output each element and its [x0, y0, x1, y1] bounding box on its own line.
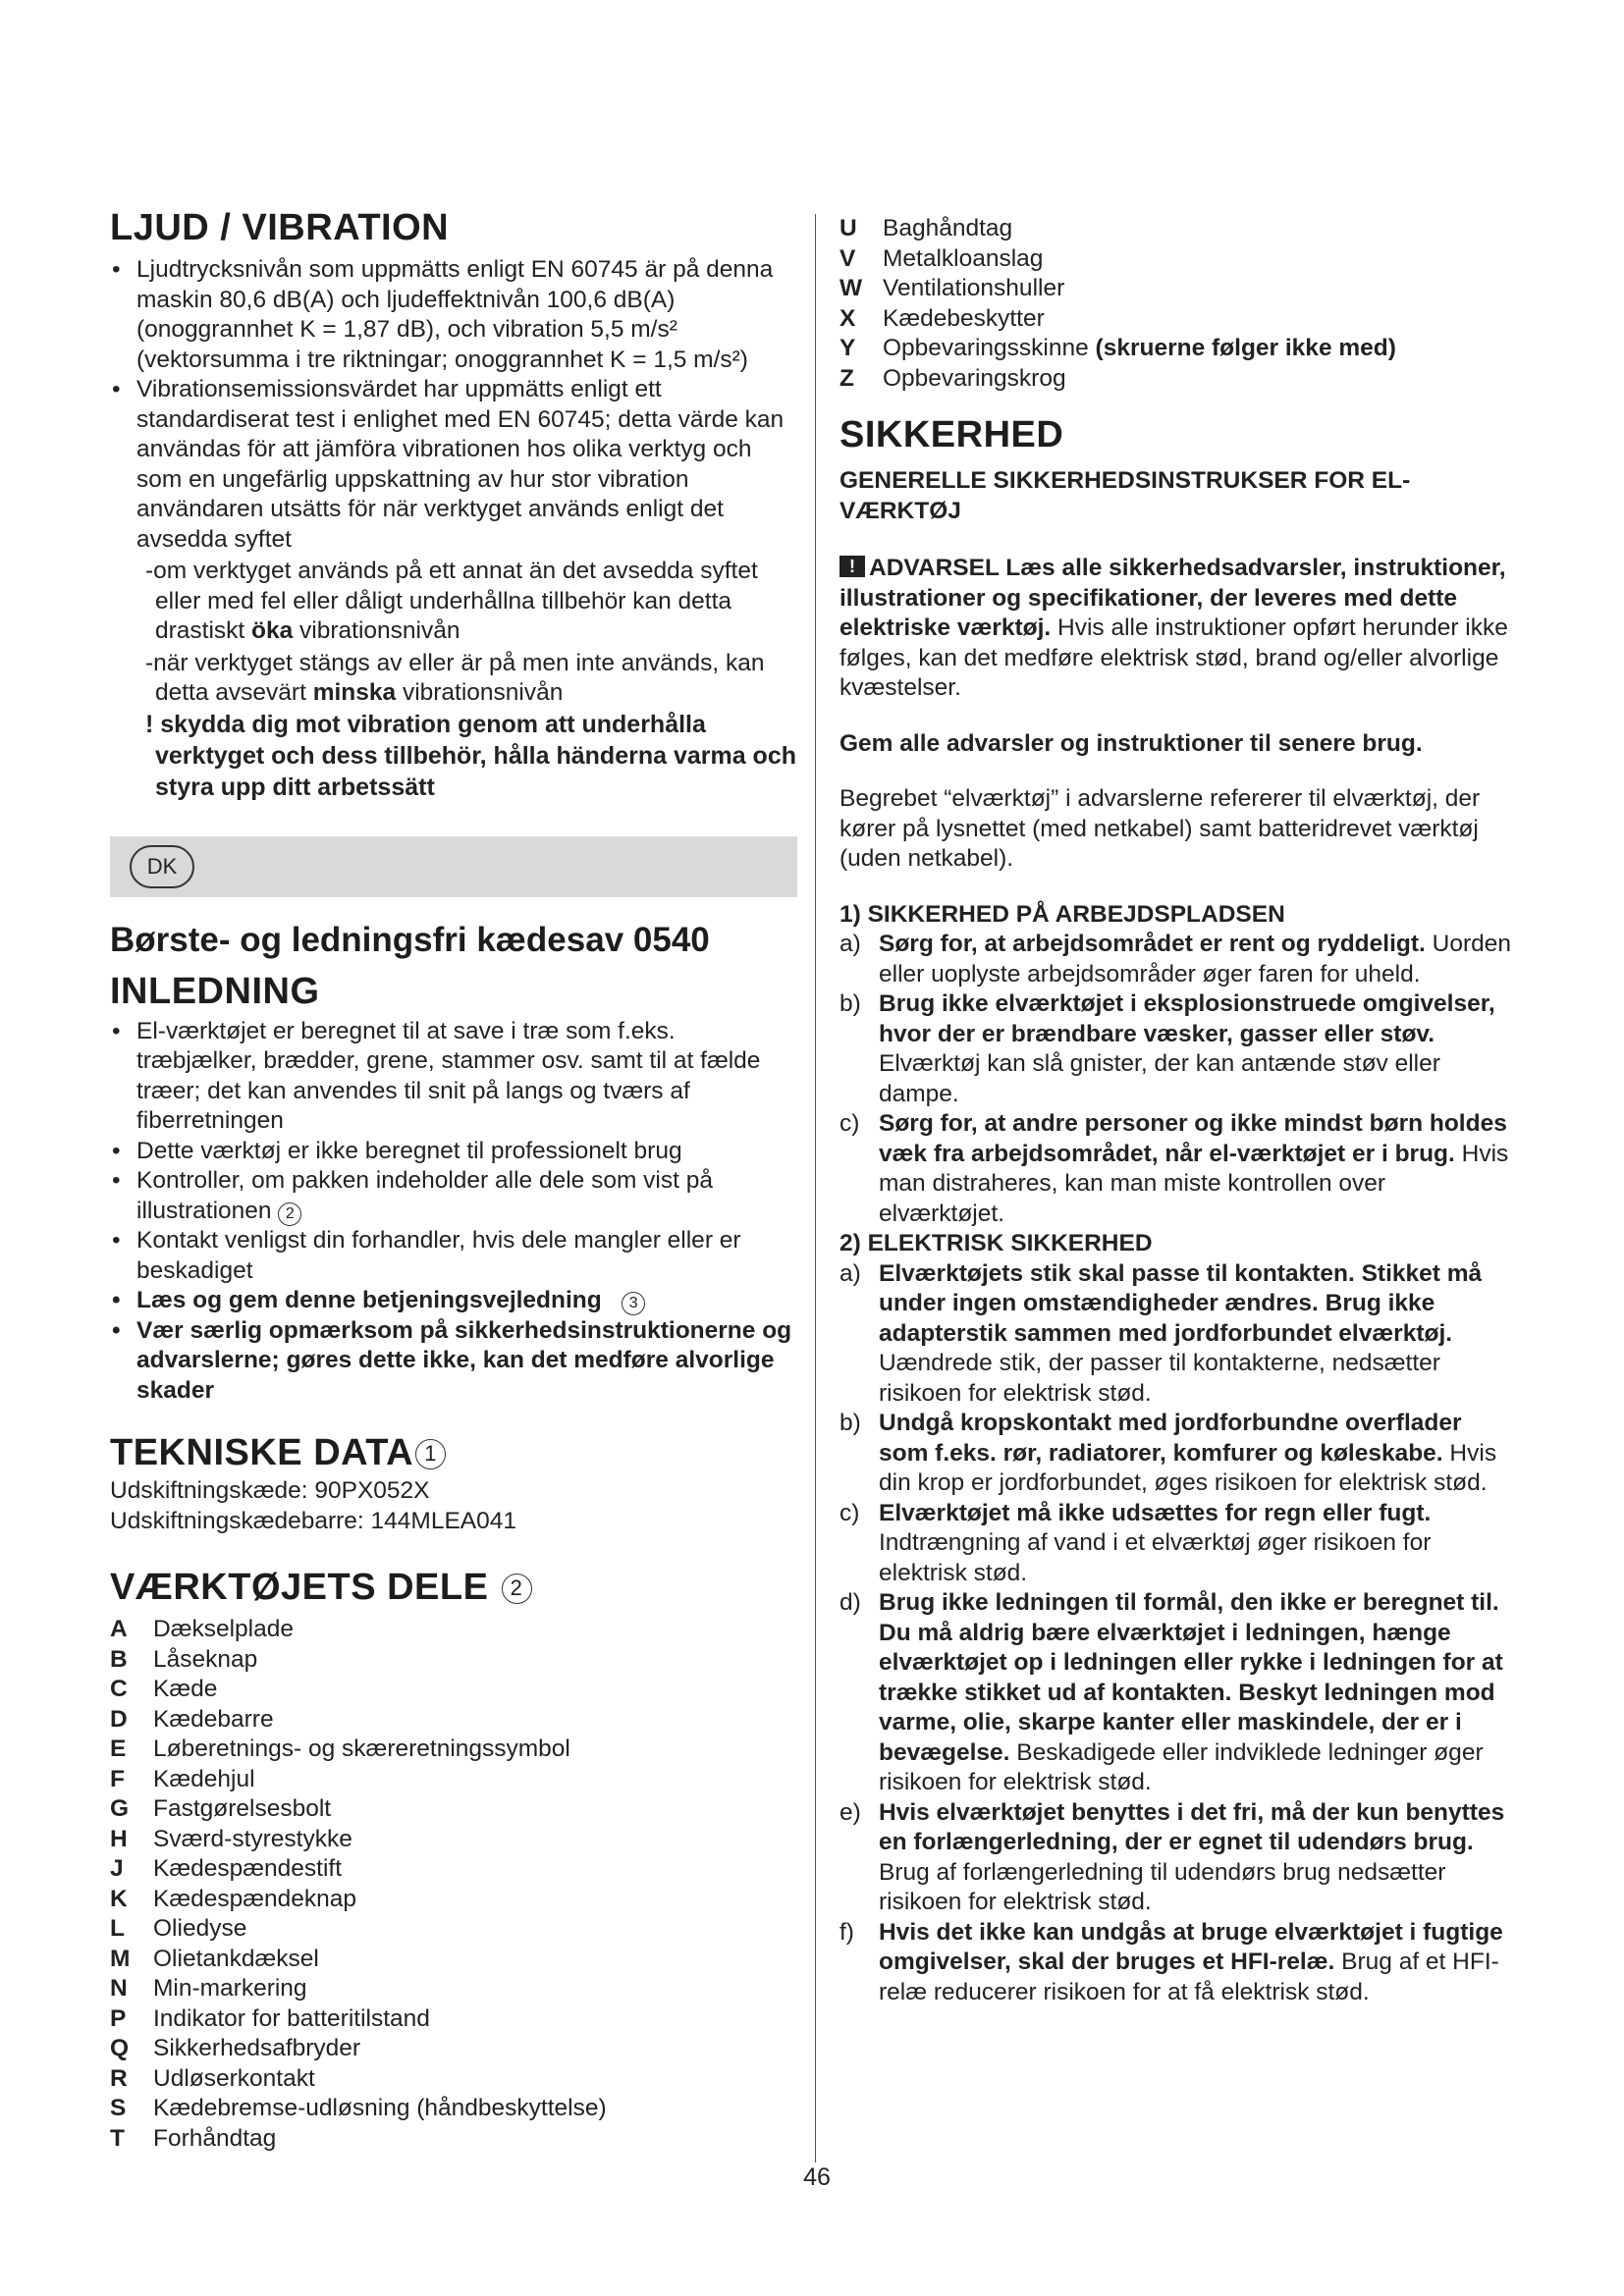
- part-letter: B: [110, 1645, 128, 1673]
- part-letter: P: [110, 2004, 127, 2032]
- language-badge-dk: DK: [130, 845, 194, 888]
- safety-item-label: a): [839, 1259, 861, 1287]
- part-letter: Y: [839, 335, 856, 361]
- safety-item: [839, 1588, 1517, 1798]
- part-letter: C: [110, 1676, 128, 1702]
- ljud-sub-2: [110, 649, 797, 709]
- ljud-warning: ! skydda dig mot vibration genom att underhålla verktyget och dess tillbehör, hålla händerna varma och styra upp ditt arbetssätt: [145, 710, 797, 801]
- illustration-ref-1: 1: [415, 1439, 446, 1469]
- part-letter: D: [110, 1705, 128, 1733]
- part-z-row: [839, 364, 1517, 395]
- part-label: Kæde: [153, 1676, 218, 1702]
- generelle-heading: GENERELLE SIKKERHEDSINSTRUKSER FOR EL-VÆRKTØJ: [839, 467, 1411, 524]
- part-label: Ventilationshuller: [883, 275, 1065, 301]
- illustration-ref-2-heading: 2: [502, 1574, 532, 1604]
- illustration-ref-2: 2: [278, 1202, 301, 1226]
- part-label: Baghåndtag: [883, 215, 1013, 241]
- vaerktoejets-dele-title: VÆRKTØJETS DELE: [110, 1567, 489, 1608]
- safety-item-rule: Brug ikke ledningen til formål, den ikke er beregnet til. Du må aldrig bære elværktøjet i ledningen, hænge elværktøjet op i ledningen eller rykke i ledningen for at trække stikket ud af kontakten. Beskyt ledningen mod varme, olie, skarpe kanter eller maskindele, der er i bevægelse.: [879, 1589, 1503, 1766]
- safety-item-explanation: Beskadigede eller indviklede ledninger øger risikoen for elektrisk stød.: [879, 1738, 1484, 1795]
- safety-item: [839, 1499, 1517, 1589]
- safety-item-explanation: Hvis din krop er jordforbundet, øges risikoen for elektrisk stød.: [879, 1439, 1497, 1496]
- language-bar: [110, 836, 797, 897]
- advarsel-text: Hvis alle instruktioner opført herunder ikke følges, kan det medføre elektrisk stød, brand og/eller alvorlige kvæstelser.: [839, 614, 1508, 701]
- replacement-bar: Udskiftningskædebarre: 144MLEA041: [110, 1507, 517, 1534]
- part-label: Kædebremse-udløsning (håndbeskyttelse): [153, 2095, 607, 2121]
- safety-item: [839, 930, 1517, 989]
- section-1-heading: 1) SIKKERHED PÅ ARBEJDSPLADSEN: [839, 900, 1285, 928]
- part-letter: L: [110, 1915, 125, 1942]
- inledning-bullet-2: • Dette værktøj er ikke beregnet til professionelt brug: [110, 1137, 797, 1167]
- section-1-list: [839, 930, 1517, 1229]
- safety-item-explanation: Elværktøj kan slå gnister, der kan antænde støv eller dampe.: [879, 1050, 1440, 1107]
- part-label: Dækselplade: [153, 1616, 294, 1642]
- illustration-ref-3: 3: [622, 1292, 645, 1315]
- safety-item: [839, 989, 1517, 1109]
- part-label: Sikkerhedsafbryder: [153, 2035, 361, 2061]
- safety-item-rule: Hvis elværktøjet benyttes i det fri, må der kun benyttes en forlængerledning, der er egnet til udendørs brug.: [879, 1798, 1505, 1855]
- ljud-sub-2-bold: minska: [312, 679, 397, 706]
- inledning-bullet-3: [110, 1166, 797, 1226]
- part-label: Løberetnings- og skæreretningssymbol: [153, 1735, 570, 1762]
- part-label: Metalkloanslag: [883, 244, 1044, 272]
- part-letter: A: [110, 1616, 128, 1642]
- part-label: Låseknap: [153, 1645, 258, 1673]
- safety-item-rule: Elværktøjet må ikke udsættes for regn eller fugt.: [879, 1499, 1432, 1526]
- part-letter: R: [110, 2064, 128, 2092]
- part-label: Forhåndtag: [153, 2124, 277, 2152]
- part-label: Opbevaringskrog: [883, 364, 1066, 392]
- warning-icon: [839, 556, 865, 577]
- safety-item: [839, 1259, 1517, 1410]
- safety-item-explanation: Brug af forlængerledning til udendørs brug nedsætter risikoen for elektrisk stød.: [879, 1858, 1446, 1915]
- safety-item-rule: Sørg for, at andre personer og ikke mindst børn holdes væk fra arbejdsområdet, når el-værktøjet er i brug.: [879, 1110, 1507, 1167]
- ljud-sub-1-text: -om verktyget används på ett annat än det avsedda syftet eller med fel eller dåligt underhållna tillbehör kan detta drastiskt: [145, 558, 758, 644]
- part-y-note: (skruerne følger ikke med): [1095, 335, 1396, 361]
- ljud-bullet-2: • Vibrationsemissionsvärdet har uppmätts enligt ett standardiserat test i enlighet med EN 60745; detta värde kan användas för att jämföra vibrationen hos olika verktyg och som en ungefärlig uppskattning av hur stor vibration användaren utsätts för när verktyget används enligt det avsedda syftet: [110, 375, 797, 555]
- safety-item-rule: Sørg for, at arbejdsområdet er rent og ryddeligt.: [879, 931, 1426, 957]
- safety-item-label: f): [839, 1918, 854, 1946]
- column-divider: [815, 214, 816, 2163]
- advarsel-paragraph: [839, 554, 1517, 704]
- part-y-text: Opbevaringsskinne: [883, 335, 1096, 361]
- part-label: Kædespændestift: [153, 1855, 343, 1882]
- begrebet-paragraph: Begrebet “elværktøj” i advarslerne refererer til elværktøj, der kører på lysnettet (med netkabel) samt batteridrevet værktøj (uden netkabel).: [839, 785, 1481, 872]
- part-letter: E: [110, 1735, 127, 1762]
- sikkerhed-heading: SIKKERHED: [839, 414, 1064, 455]
- tekniske-data-heading: [110, 1431, 797, 1474]
- safety-item: [839, 1409, 1517, 1499]
- safety-item-explanation: Indtrængning af vand i et elværktøj øger risikoen for elektrisk stød.: [879, 1529, 1432, 1586]
- safety-item-label: c): [839, 1110, 860, 1137]
- safety-item-label: c): [839, 1499, 860, 1526]
- page-number: 46: [803, 2163, 831, 2191]
- safety-item-explanation: Uorden eller uoplyste arbejdsområder øger faren for uheld.: [879, 931, 1511, 988]
- inledning-bullet-5-text: Læs og gem denne betjeningsvejledning: [136, 1287, 602, 1313]
- safety-item: [839, 1918, 1517, 2008]
- safety-item-label: a): [839, 931, 861, 957]
- safety-item-label: b): [839, 1410, 861, 1436]
- safety-item-explanation: Uændrede stik, der passer til kontakterne, nedsætter risikoen for elektrisk stød.: [879, 1350, 1440, 1407]
- ljud-vibration-heading: LJUD / VIBRATION: [110, 207, 450, 248]
- part-letter: Z: [839, 364, 854, 392]
- parts-list-continued: [839, 214, 1517, 334]
- part-label: Udløserkontakt: [153, 2064, 315, 2092]
- part-label: Kædespændeknap: [153, 1885, 357, 1912]
- ljud-sub-1-end: vibrationsnivån: [293, 617, 460, 644]
- part-y-row: [839, 334, 1517, 364]
- safety-item-explanation: Hvis man distraheres, kan man miste kontrollen over elværktøjet.: [879, 1140, 1509, 1227]
- section-2-heading: 2) ELEKTRISK SIKKERHED: [839, 1230, 1153, 1256]
- part-letter: Q: [110, 2035, 130, 2061]
- ljud-sub-2-end: vibrationsnivån: [396, 679, 564, 706]
- part-letter: J: [110, 1855, 124, 1882]
- part-letter: H: [110, 1825, 128, 1852]
- vaerktoejets-dele-heading: [110, 1566, 797, 1609]
- safety-item-rule: Brug ikke elværktøjet i eksplosionstruede omgivelser, hvor der er brændbare væsker, gasser eller støv.: [879, 990, 1495, 1047]
- tekniske-data-title: TEKNISKE DATA: [110, 1432, 414, 1473]
- ljud-sub-1: [110, 557, 797, 647]
- left-column: [110, 206, 797, 2154]
- safety-item: [839, 1798, 1517, 1918]
- replacement-chain: Udskiftningskæde: 90PX052X: [110, 1477, 430, 1504]
- gem-instruction: Gem alle advarsler og instruktioner til senere brug.: [839, 729, 1423, 757]
- inledning-bullet-1: • El-værktøjet er beregnet til at save i træ som f.eks. træbjælker, brædder, grene, stammer osv. samt til at fælde træer; det kan anvendes til snit på langs og tværs af fiberretningen: [110, 1017, 797, 1137]
- part-letter: U: [839, 215, 857, 241]
- part-letter: T: [110, 2124, 125, 2152]
- safety-item-label: b): [839, 990, 861, 1017]
- inledning-bullet-4: • Kontakt venligst din forhandler, hvis dele mangler eller er beskadiget: [110, 1226, 797, 1286]
- ljud-sub-1-bold: öka: [251, 617, 294, 644]
- inledning-bullet-3-text: Kontroller, om pakken indeholder alle dele som vist på illustrationen: [136, 1167, 713, 1224]
- safety-item-rule: Elværktøjets stik skal passe til kontakten. Stikket må under ingen omstændigheder ændres. Brug ikke adapterstik sammen med jordforbundet elværktøj.: [879, 1259, 1483, 1347]
- ljud-bullet-1: • Ljudtrycksnivån som uppmätts enligt EN 60745 är på denna maskin 80,6 dB(A) och ljudeffektnivån 100,6 dB(A) (onoggrannhet K = 1,87 dB), och vibration 5,5 m/s² (vektorsumma i tre riktningar; onoggrannhet K = 1,5 m/s²): [110, 255, 797, 375]
- part-letter: G: [110, 1795, 130, 1822]
- ljud-sub-2-text: -när verktyget stängs av eller är på men inte används, kan detta avsevärt: [145, 649, 765, 706]
- part-label: [883, 334, 1517, 364]
- part-label: Olietankdæksel: [153, 1945, 319, 1972]
- safety-item-rule: Hvis det ikke kan undgås at bruge elværktøjet i fugtige omgivelser, skal der bruges et HFI-relæ.: [879, 1918, 1503, 1975]
- part-label: Kædehjul: [153, 1765, 255, 1792]
- part-letter: S: [110, 2095, 127, 2121]
- part-label: Indikator for batteritilstand: [153, 2004, 430, 2032]
- part-label: Fastgørelsesbolt: [153, 1795, 332, 1822]
- part-letter: N: [110, 1975, 128, 2002]
- parts-list: [110, 1615, 797, 2154]
- safety-item-rule: Undgå kropskontakt med jordforbundne overflader som f.eks. rør, radiatorer, komfurer og køleskabe.: [879, 1410, 1462, 1467]
- part-letter: V: [839, 244, 856, 272]
- safety-item-label: d): [839, 1589, 861, 1616]
- safety-item-explanation: Brug af et HFI-relæ reducerer risikoen for at få elektrisk stød.: [879, 1949, 1499, 2005]
- part-letter: F: [110, 1765, 125, 1792]
- inledning-heading: INLEDNING: [110, 970, 320, 1012]
- part-letter: X: [839, 304, 856, 332]
- right-column: [839, 214, 1517, 2007]
- safety-item-label: e): [839, 1798, 861, 1826]
- part-label: Kædebarre: [153, 1705, 274, 1733]
- part-letter: M: [110, 1945, 131, 1972]
- inledning-bullet-6: • Vær særlig opmærksom på sikkerhedsinstruktionerne og advarslerne; gøres dette ikke, kan det medføre alvorlige skader: [110, 1316, 797, 1407]
- part-label: Min-markering: [153, 1975, 307, 2002]
- part-letter: W: [839, 275, 863, 301]
- part-letter: K: [110, 1885, 128, 1912]
- part-label: Sværd-styrestykke: [153, 1825, 352, 1852]
- inledning-bullet-5: [110, 1286, 797, 1316]
- product-title: Børste- og ledningsfri kædesav 0540: [110, 920, 710, 959]
- part-label: Kædebeskytter: [883, 304, 1045, 332]
- advarsel-bold: ADVARSEL Læs alle sikkerhedsadvarsler, instruktioner, illustrationer og specifikationer, der leveres med dette elektriske værktøj.: [839, 555, 1506, 641]
- part-label: Oliedyse: [153, 1915, 247, 1942]
- safety-item: [839, 1109, 1517, 1229]
- section-2-list: [839, 1259, 1517, 2008]
